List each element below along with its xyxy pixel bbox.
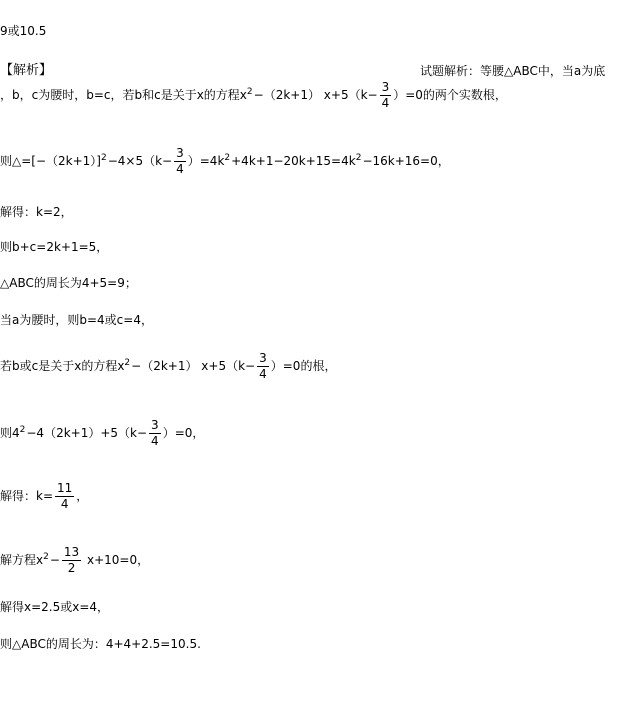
solution-line-9: 则$4^2-4(2k+1)+5(k-$ $\frac{3}{4}$ ）=0，: [0, 418, 205, 448]
analysis-heading: 【解析】: [0, 63, 53, 78]
solution-line-4: 解得：k=2，: [0, 205, 73, 219]
fraction: $\frac{3}{4}$: [259, 351, 267, 381]
solution-line-12: 解得x=2.5或x=4，: [0, 600, 110, 614]
solution-line-7: 当a为腰时，则b=4或c=4，: [0, 313, 153, 327]
fraction: $\frac{3}{4}$: [176, 146, 184, 176]
analysis-intro: 试题解析：等腰△ABC中，当a为底: [420, 64, 606, 78]
solution-line-2: ，b，c为腰时，b=c，若b和c是关于x的方程$x^2-(2k+1)$ x+5（k− $\frac{3}{4}$ ）=0的两个实数根，: [0, 80, 507, 110]
solution-line-10: 解得：k= $\frac{11}{4}$ ，: [0, 481, 89, 511]
fraction: $\frac{3}{4}$: [151, 418, 159, 448]
fraction: $\frac{3}{4}$: [381, 80, 390, 110]
fraction: $\frac{11}{4}$: [57, 481, 73, 511]
fraction: $\frac{13}{2}$: [63, 545, 80, 575]
solution-line-8: 若b或c是关于x的方程$x^2-(2k+1)$ x+5（k− $\frac{3}{4}$ ）=0的根，: [0, 351, 337, 381]
answer-text: 9或10.5: [0, 24, 47, 38]
solution-line-11: 解方程$x^2-$ $\frac{13}{2}$ x+10=0，: [0, 545, 150, 575]
solution-line-3: 则$\triangle=[-(2k+1)]^2-4\times 5(k-$ $\frac{3}{4}$ ）$=4k^2+4k+1-20k+15=4k^2-16k+16=0$，: [0, 146, 450, 176]
solution-line-13: 则△ABC的周长为：4+4+2.5=10.5.: [0, 637, 201, 651]
solution-line-6: △ABC的周长为4+5=9；: [0, 276, 137, 290]
solution-line-5: 则b+c=2k+1=5，: [0, 240, 109, 254]
